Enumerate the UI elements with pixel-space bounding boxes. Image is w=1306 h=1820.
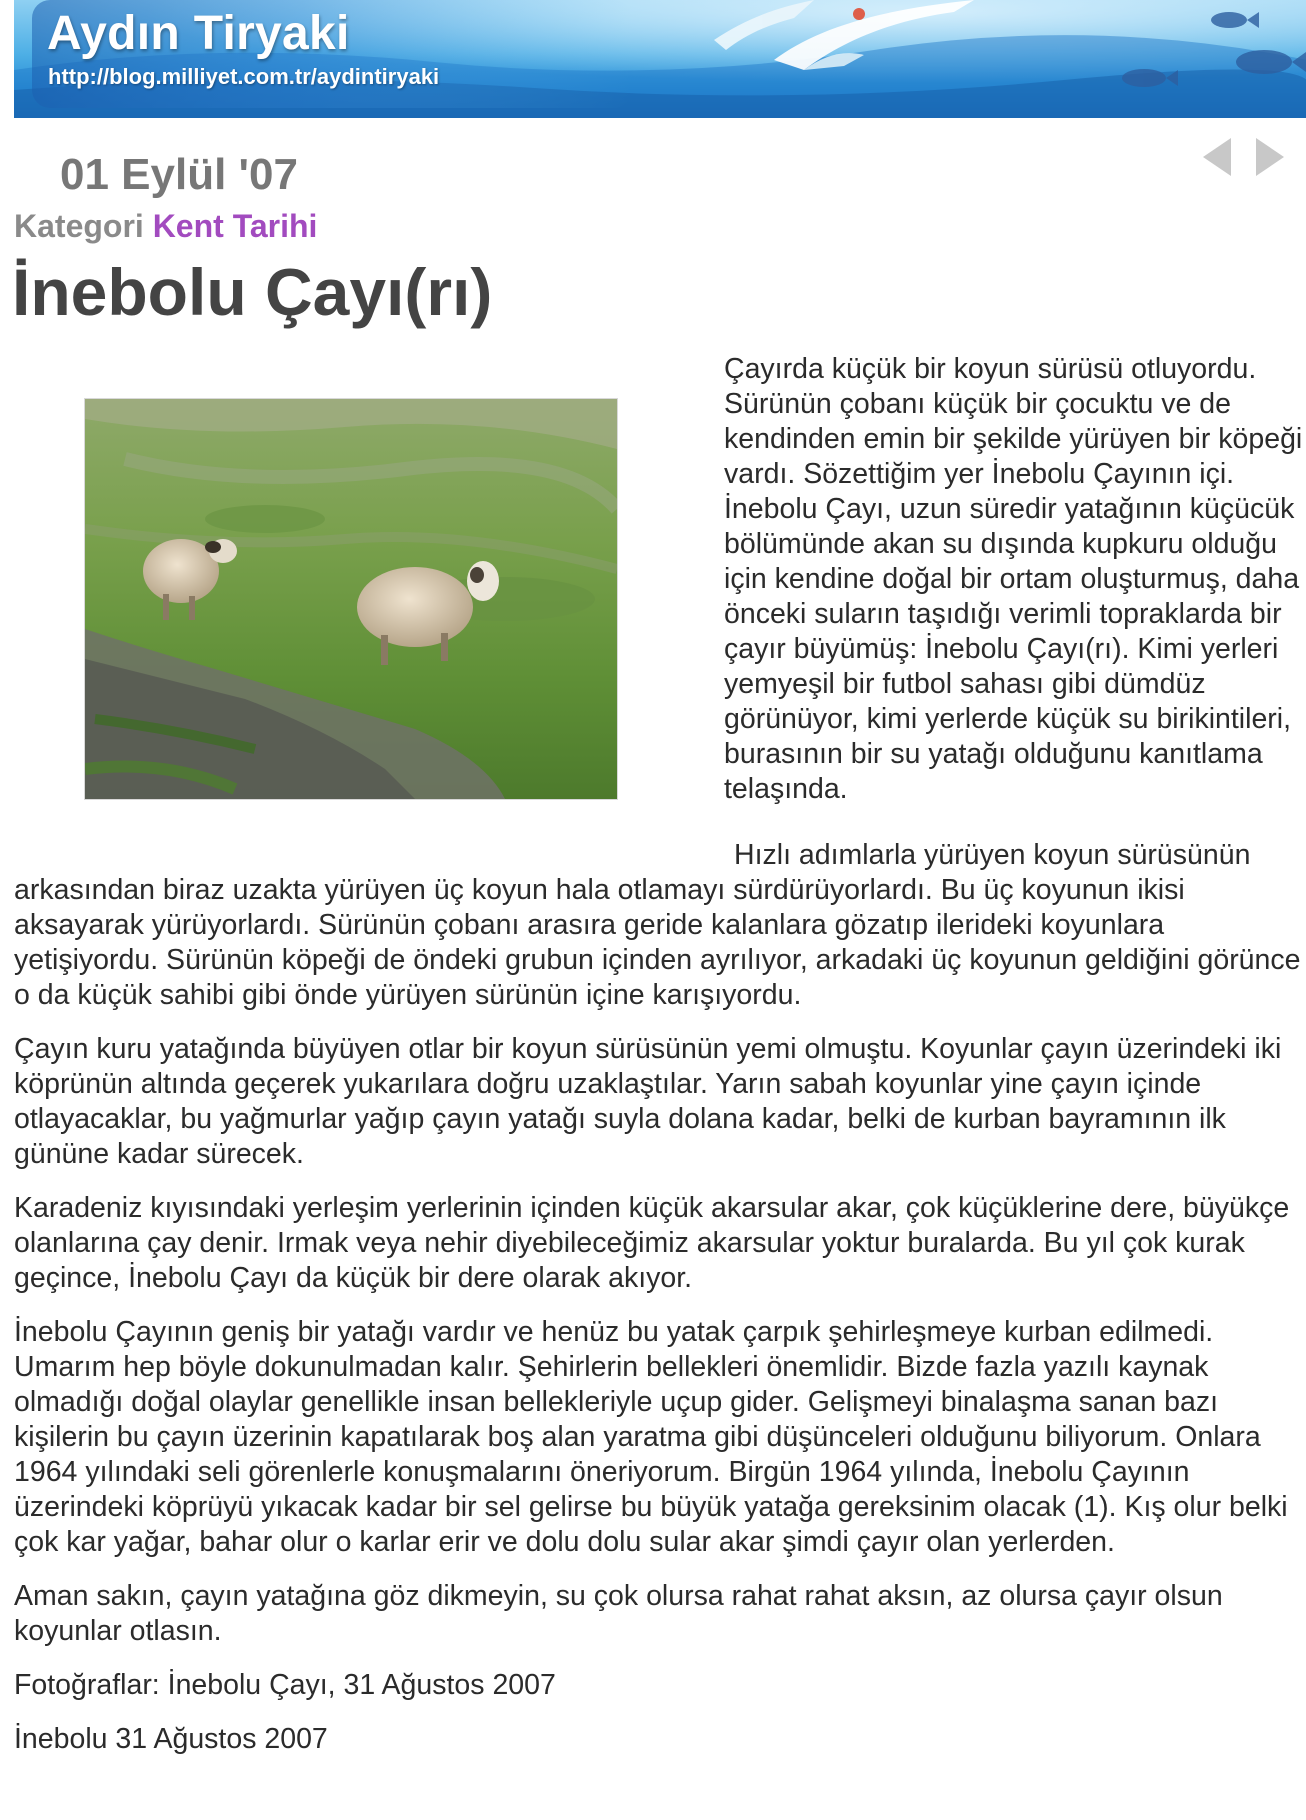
category-link[interactable]: Kent Tarihi (152, 208, 318, 244)
post-date: 01 Eylül '07 (60, 150, 298, 199)
sheep-grazing-photo (84, 398, 618, 800)
photo-container (14, 352, 724, 838)
paragraph-4: Karadeniz kıyısındaki yerleşim yerlerinin içinden küçük akarsular akar, çok küçüklerine dere, büyükçe olanlarına çay denir. Irmak veya nehir diyebileceğimiz akarsular yoktur buralarda. Bu yıl çok kurak geçince, İnebolu Çayı da küçük bir dere olarak akıyor. (14, 1192, 1290, 1294)
paragraph-2-text: Hızlı adımlarla yürüyen koyun sürüsünün arkasından biraz uzakta yürüyen üç koyun hala otlamayı sürdürüyorlardı. Bu üç koyunun ikisi aksayarak yürüyorlardı. Sürünün çobanı arasıra geride kalanlara gözatıp ilerideki koyunlara yetişiyordu. Sürünün köpeği de öndeki grubun içinden ayrılıyor, arkadaki üç koyunun geldiğini görünce o da küçük sahibi gibi önde yürüyen sürünün içine karışıyordu. (14, 839, 1301, 1011)
signature-line: İnebolu 31 Ağustos 2007 (14, 1723, 328, 1755)
paragraph-5: İnebolu Çayının geniş bir yatağı vardır ve henüz bu yatak çarpık şehirleşmeye kurban edilmedi. Umarım hep böyle dokunulmadan kalır. Şehirlerin bellekleri önemlidir. Bizde fazla yazılı kaynak olmadığı doğal olaylar genellikle insan bellekleriyle uçup gider. Gelişmeyi binalaşma sanan bazı kişilerin bu çayın üzerinin kapatılarak boş alan yaratma gibi düşünceleri olduğunu biliyorum. Onlara 1964 yılındaki seli görenlerle konuşmalarını öneriyorum. Birgün 1964 yılında, İnebolu Çayının üzerindeki köprüyü yıkacak kadar bir sel gelirse bu büyük yatağa gereksinim olacak (1). Kış olur belki çok kar yağar, bahar olur o karlar erir ve dolu dolu sular akar şimdi çayır olan yerlerden. (14, 1316, 1288, 1558)
previous-post-button[interactable] (1197, 134, 1237, 180)
blog-url[interactable]: http://blog.milliyet.com.tr/aydintiryaki (48, 64, 440, 89)
category-label: Kategori (14, 208, 144, 244)
paragraph-2 (14, 826, 1306, 1013)
paragraph-1: Çayırda küçük bir koyun sürüsü otluyordu. Sürünün çobanı küçük bir çocuktu ve de kendinden emin bir şekilde yürüyen bir köpeği vardı. Sözettiğim yer İnebolu Çayının içi. İnebolu Çayı, uzun süredir yatağının küçücük bölümünde akan su dışında kupkuru olduğu için kendine doğal bir ortam oluşturmuş, daha önceki suların taşıdığı verimli topraklarda bir çayır büyümüş: İnebolu Çayı(rı). Kimi yerleri yemyeşil bir futbol sahası gibi dümdüz görünüyor, kimi yerlerde küçük su birikintileri, burasının bir su yatağı olduğunu kanıtlama telaşında. (724, 353, 1303, 805)
paragraph-6: Aman sakın, çayın yatağına göz dikmeyin, su çok olursa rahat rahat aksın, az olursa çayır olsun koyunlar otlasın. (14, 1580, 1223, 1647)
post-category (14, 208, 317, 245)
photo-credit: Fotoğraflar: İnebolu Çayı, 31 Ağustos 2007 (14, 1669, 556, 1701)
blog-name[interactable]: Aydın Tiryaki (47, 7, 350, 60)
paragraph-3: Çayın kuru yatağında büyüyen otlar bir koyun sürüsünün yemi olmuştu. Koyunlar çayın üzerindeki iki köprünün altında geçerek yukarılara doğru uzaklaştılar. Yarın sabah koyunlar yine çayın içinde otlayacaklar, bu yağmurlar yağıp çayın yatağı suyla dolana kadar, belki de kurban bayramının ilk gününe kadar sürecek. (14, 1033, 1282, 1170)
arrow-left-icon (1197, 134, 1237, 180)
next-post-button[interactable] (1250, 134, 1290, 180)
post-body (14, 352, 1306, 1776)
header-banner (14, 0, 1306, 118)
post-title: İnebolu Çayı(rı) (12, 255, 493, 329)
arrow-right-icon (1250, 134, 1290, 180)
